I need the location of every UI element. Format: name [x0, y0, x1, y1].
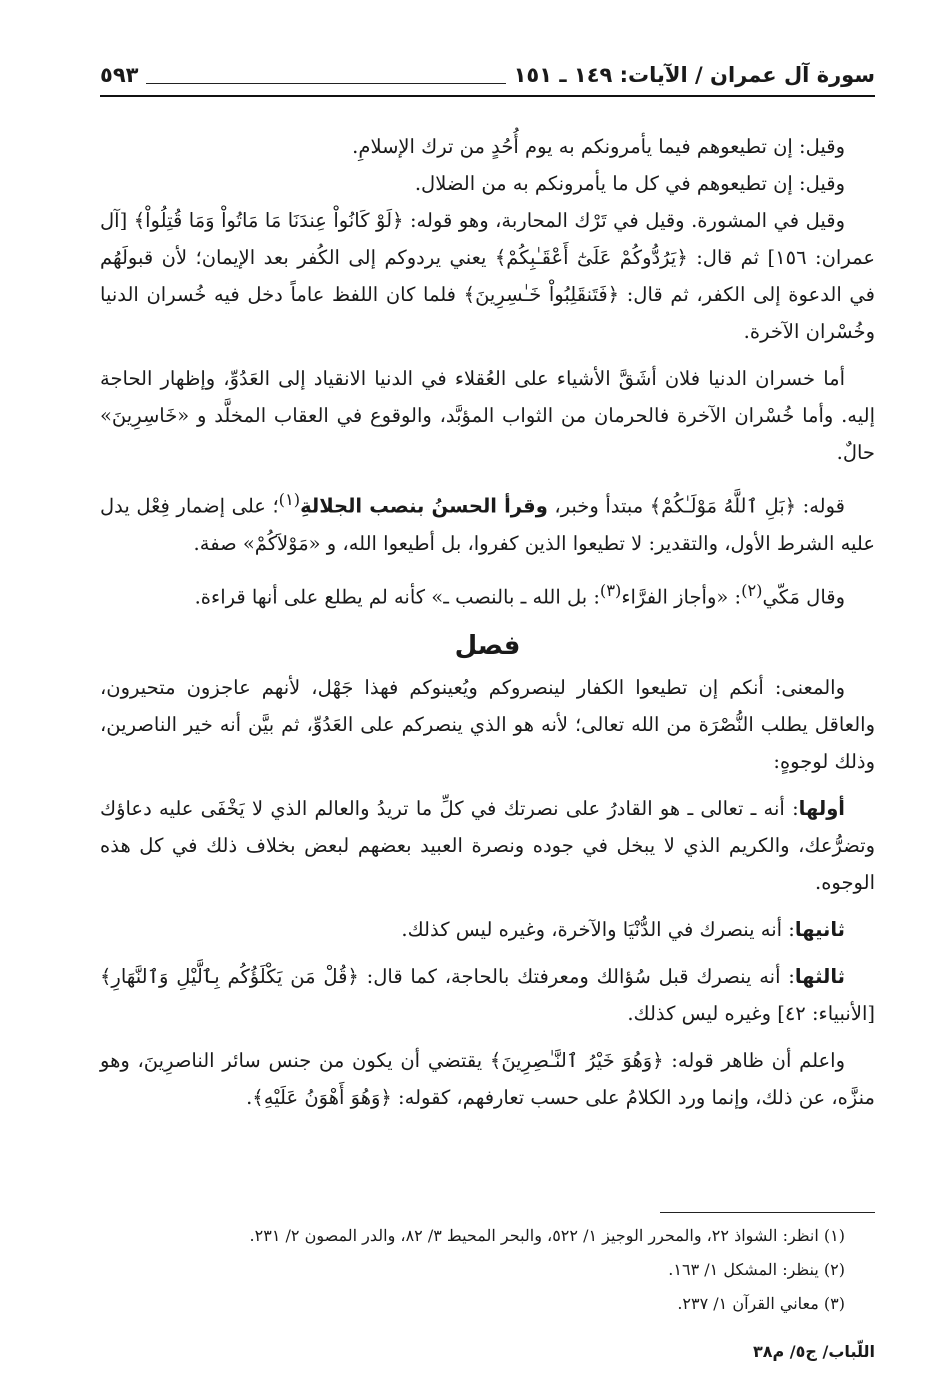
- quran-quote: ﴿قُلْ مَن يَكْلَؤُكُم بِٱلَّيْلِ وَٱلنَّهَارِ﴾: [100, 965, 359, 988]
- main-text: [100, 128, 875, 1116]
- text-run: : بل الله ـ بالنصب ـ» كأنه لم يطلع على أنها قراءة.: [194, 585, 600, 608]
- text-run: وقال مَكّي: [762, 585, 845, 608]
- footnote-1: (١) انظر: الشواذ ٢٢، والمحرر الوجيز ١/ ٥٢٢، والبحر المحيط ٣/ ٨٢، والدر المصون ٢/ ٢٣١.: [249, 1226, 845, 1245]
- text-run: : أنه ينصرك في الدُّنْيَا والآخرة، وغيره ليس كذلك.: [401, 918, 795, 941]
- point-label: ثانيها: [794, 918, 845, 941]
- text-run: : «وأجاز الفرَّاء: [621, 585, 742, 608]
- section-heading: فصل: [454, 631, 521, 661]
- footnote-3: (٣) معاني القرآن ١/ ٢٣٧.: [677, 1294, 845, 1313]
- text-run: مبتدأ وخبر،: [547, 494, 650, 518]
- text-run: فلما كان اللفظ عاماً دخل فيه خُسران الدنيا وخُسْران الآخرة.: [100, 283, 875, 343]
- point-label: أولها: [798, 797, 845, 820]
- paragraph-3: [100, 202, 875, 350]
- header-divider: [100, 95, 875, 97]
- text-run: [الأنبياء: ٤٢] وغيره ليس كذلك.: [627, 1002, 875, 1025]
- paragraph-8: [100, 790, 875, 901]
- quran-quote: ﴿فَتَنقَلِبُواْ خَـٰسِرِينَ﴾: [463, 283, 620, 306]
- quran-quote: ﴿بَلِ ٱللَّهُ مَوْلَـٰكُمْ﴾: [649, 494, 797, 518]
- footnote-ref[interactable]: (١): [278, 490, 301, 509]
- quran-quote: ﴿وَهُوَ أَهْوَنُ عَلَيْهِ﴾: [252, 1086, 392, 1109]
- bold-phrase: وقرأ الحسنُ بنصب الجلالةِ: [300, 494, 548, 518]
- text-run: قوله:: [796, 494, 846, 518]
- footnote-divider: [660, 1212, 875, 1213]
- footnote-2: (٢) ينظر: المشكل ١/ ١٦٣.: [668, 1260, 845, 1279]
- paragraph-5: [100, 481, 875, 562]
- paragraph-6: [100, 572, 875, 616]
- paragraph-4: أما خسران الدنيا فلان أشَقَّ الأشياء على العُقلاء في الدنيا الانقياد إلى العَدُوِّ، وإظهار الحاجة إليه. وأما خُسْران الآخرة فالحرمان من الثواب المؤبَّد، والوقوع في العقاب المخلَّد و «خَاسِرِينَ» حالٌ.: [100, 367, 875, 464]
- quran-quote: ﴿يَرُدُّوكُمْ عَلَىٰٓ أَعْقَـٰبِكُمْ﴾: [494, 246, 688, 269]
- running-header: [100, 60, 875, 90]
- quran-quote: ﴿وَهُوَ خَيْرُ ٱلنَّـٰصِرِينَ﴾: [489, 1049, 664, 1072]
- text-run: يقتضي أن يكون من جنس سائر الناصرِينَ، وهو منزَّه، عن ذلك، وإنما ورد الكلامُ على حسب تعارفهم، كقوله:: [100, 1049, 875, 1109]
- footnotes: [100, 1212, 875, 1321]
- page-number: ٥٩٣: [100, 63, 139, 87]
- text-run: [آل عمران: ١٥٦] ثم قال:: [100, 209, 875, 269]
- book-page: [100, 0, 875, 1375]
- paragraph-2: وقيل: إن تطيعوهم في كل ما يأمرونكم به من الضلال.: [414, 172, 845, 195]
- text-run: يعني يردوكم إلى الكُفر بعد الإيمان؛ لأن قبولَهُم في الدعوة إلى الكفر، ثم قال:: [100, 246, 875, 306]
- text-run: ؛ على إضمار فِعْل يدل عليه الشرط الأول، والتقدير: لا تطيعوا الذين كفروا، بل أطيعوا الله، و «مَوْلاَكُمْ» صفة.: [100, 494, 875, 555]
- paragraph-7: والمعنى: أنكم إن تطيعوا الكفار لينصروكم ويُعينوكم فهذا جَهْل، لأنهم عاجزون متحيرون، والعاقل يطلب النُّصْرَة من الله تعالى؛ لأنه هو الذي ينصركم على العَدُوِّ، ثم بيَّن أنه خير الناصرين، وذلك لوجوهٍ:: [100, 676, 875, 773]
- header-leader-line: [146, 67, 505, 84]
- footnote-ref[interactable]: (٣): [599, 580, 622, 600]
- footnote-ref[interactable]: (٢): [741, 580, 763, 600]
- text-run: : أنه ينصرك قبل سُؤالك ومعرفتك بالحاجة، كما قال:: [358, 965, 795, 988]
- paragraph-11: [100, 1042, 875, 1116]
- point-label: ثالثها: [794, 965, 845, 988]
- paragraph-9: [100, 911, 875, 948]
- quran-quote: ﴿لَوْ كَانُواْ عِندَنَا مَا مَاتُواْ وَمَا قُتِلُواْ﴾: [133, 209, 404, 232]
- volume-signature: اللّباب/ ج٥/ م٣٨: [752, 1342, 875, 1361]
- surah-title: سورة آل عمران / الآيات: ١٤٩ ـ ١٥١: [513, 63, 875, 87]
- text-run: .: [246, 1086, 253, 1109]
- text-run: وقيل في المشورة. وقيل في تَرْك المحاربة، وهو قوله:: [403, 209, 845, 232]
- text-run: : أنه ـ تعالى ـ هو القادرُ على نصرتك في كلِّ ما تريدُ والعالم الذي لا يَخْفَى عليه دعاؤك وتضرُّعك، والكريم الذي لا يبخل في جوده ونصرة العبيد بعضهم لبعض بخلاف ذلك في كل هذه الوجوه.: [100, 797, 875, 894]
- paragraph-10: [100, 958, 875, 1032]
- text-run: واعلم أن ظاهر قوله:: [663, 1049, 845, 1072]
- paragraph-1: وقيل: إن تطيعوهم فيما يأمرونكم به يوم أُحُدٍ من ترك الإسلامِ.: [352, 135, 845, 158]
